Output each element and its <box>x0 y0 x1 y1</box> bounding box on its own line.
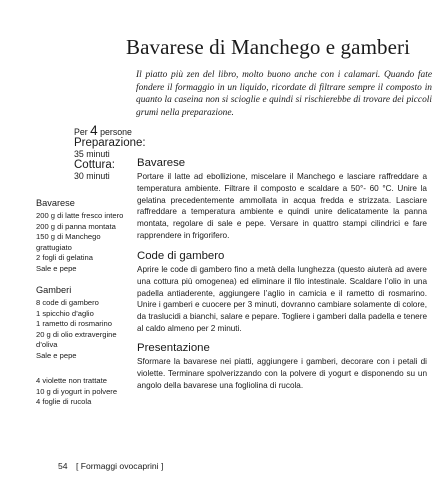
chapter-title: [ Formaggi ovocaprini ] <box>75 461 164 471</box>
ingredient-item: grattugiato <box>36 242 72 252</box>
recipe-meta <box>74 123 146 182</box>
cook-label: Cottura: <box>74 158 115 171</box>
ingredients-garnish <box>36 376 136 408</box>
ingredients-gamberi <box>36 284 136 362</box>
page-footer <box>58 460 169 472</box>
ingredient-item: 8 code di gambero <box>36 298 99 307</box>
ingredient-item: 1 spicchio d’aglio <box>36 308 94 318</box>
ingredients-heading: Bavarese <box>36 198 75 208</box>
section-text: Sformare la bavarese nei piatti, aggiungere i gamberi, decorare con i petali di violette. Terminare spolverizzando con la polvere di yogurt e disponendo su un angolo della bavarese una fogliolina di rucola. <box>137 357 427 390</box>
ingredient-item: 10 g di yogurt in polvere <box>36 386 118 396</box>
ingredient-item: 4 violette non trattate <box>36 376 107 385</box>
servings <box>74 123 144 138</box>
ingredient-item: Sale e pepe <box>36 263 77 273</box>
ingredients-heading: Gamberi <box>36 285 72 295</box>
page-number: 54 <box>58 461 68 471</box>
ingredient-item: 2 fogli di gelatina <box>36 253 93 263</box>
section-code-di-gambero <box>137 250 427 335</box>
section-heading: Presentazione <box>137 342 210 354</box>
ingredient-item: 4 foglie di rucola <box>36 397 92 407</box>
ingredient-item: Sale e pepe <box>36 350 77 360</box>
ingredient-item: 1 rametto di rosmarino <box>36 319 112 329</box>
section-bavarese <box>137 157 427 242</box>
ingredients-bavarese <box>36 197 136 275</box>
ingredient-item: d’oliva <box>36 340 58 350</box>
ingredient-item: 200 g di panna montata <box>36 221 116 231</box>
cook-time: 30 minuti <box>74 171 110 181</box>
ingredient-item: 20 g di olio extravergine <box>36 329 117 339</box>
servings-number: 4 <box>90 123 98 138</box>
ingredient-item: 200 g di latte fresco intero <box>36 211 124 220</box>
prep-time: 35 minuti <box>74 149 110 159</box>
recipe-title: Bavarese di Manchego e gamberi <box>126 35 411 59</box>
recipe-intro: Il piatto più zen del libro, molto buono anche con i calamari. Quando fate fondere il formaggio in un liquido, ricordate di filtrare sempre il composto in quanto la caseina non si scioglie e quindi si rischierebbe di trovare dei piccoli grumi nella preparazione. <box>136 70 432 118</box>
section-text: Portare il latte ad ebollizione, miscelare il Manchego e lasciare raffreddare a temperatura ambiente. Filtrare il composto e scaldare a 50°- 60 °C. Unire la gelatina precedentemente ammollata in acqua fredda e strizzata. Lasciare raffreddare a temperatura ambiente e quindi unire delicatamente la panna montata, regolare di sale e pepe. Versare in quattro stampi cilindrici e fare rapprendere in frigorifero. <box>137 172 427 240</box>
servings-unit: persone <box>100 127 132 137</box>
ingredient-item: 150 g di Manchego <box>36 232 101 242</box>
section-text: Aprire le code di gambero fino a metà della lunghezza (questo aiuterà ad avere una cottura più omogenea) ed eliminare il filo intestinale. Scaldare l’olio in una padella antiaderente, aggiungere l’aglio in camicia e il rametto di rosmarino. Unire i gamberi e cuocere per 3 minuti, dovranno cambiare solamente di colore, da traslucidi a bianchi, salare e pepare. Togliere i gamberi dalla padella e tenere al caldo almeno per 2 minuti. <box>137 265 427 333</box>
servings-label: Per <box>74 127 88 137</box>
section-heading: Bavarese <box>137 157 186 169</box>
prep-label: Preparazione: <box>74 136 146 149</box>
section-presentazione <box>137 342 427 391</box>
section-heading: Code di gambero <box>137 250 225 262</box>
